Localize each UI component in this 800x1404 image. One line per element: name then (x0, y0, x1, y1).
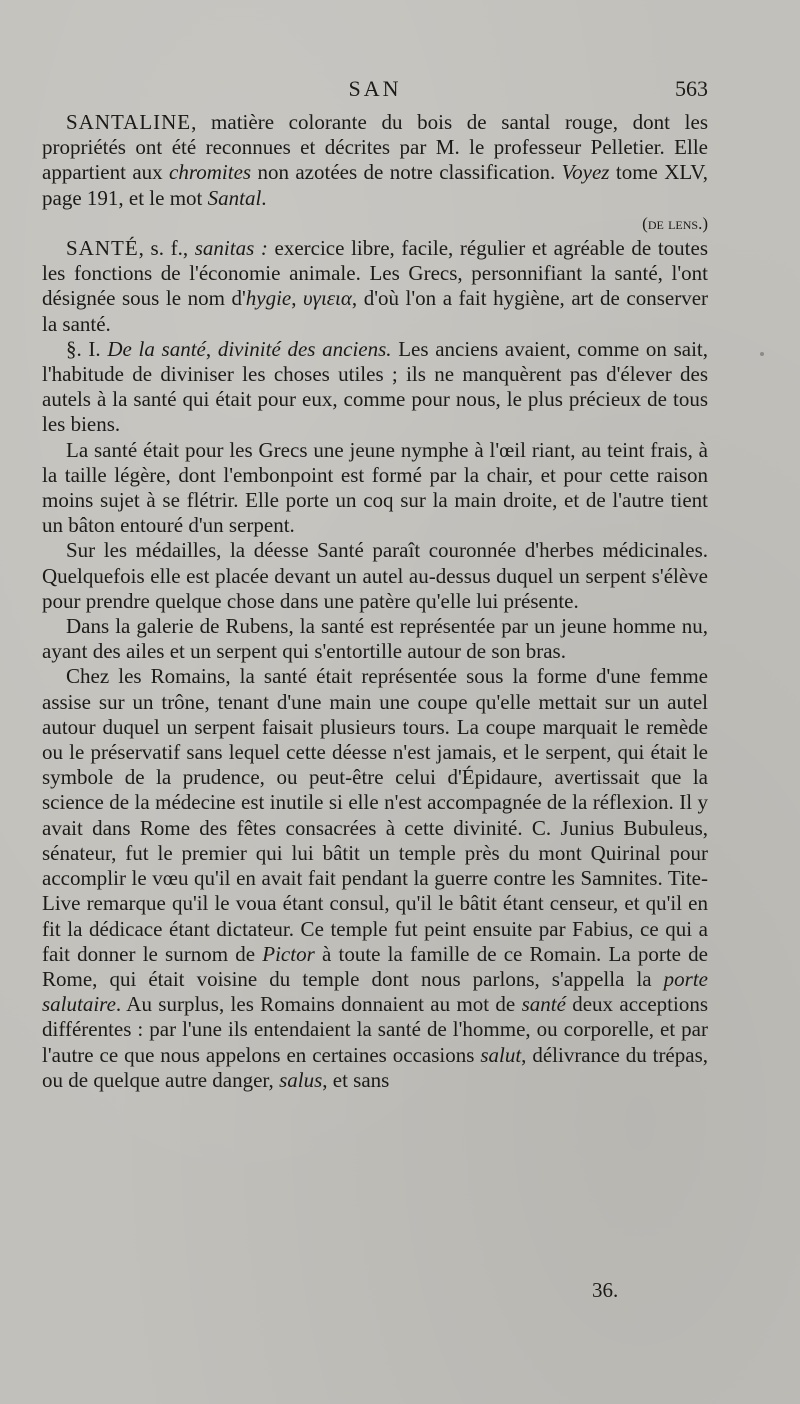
printer-signature-mark: 36. (592, 1278, 619, 1302)
entry-text: , s. f., (138, 236, 195, 261)
entry-italic: hygie (245, 286, 292, 311)
paragraph-romains (42, 664, 708, 1092)
entry-text: . Au surplus, les Romains donnaient au mot de (115, 992, 522, 1017)
entry-text: deux acceptions différentes : par l'une ils entendaient la santé de l'homme, ou corporelle, et par l'autre ce que nous appelons en certaines occasions (42, 992, 708, 1067)
entry-sante (42, 236, 708, 337)
entry-italic: santé (521, 992, 566, 1017)
entry-text: à toute la famille de ce Romain. La porte de Rome, qui était voisine du temple dont nous parlons, s'appella la (42, 941, 708, 991)
entry-italic: sanitas : (194, 236, 268, 261)
entry-text: , délivrance du trépas, ou de quelque autre danger, (42, 1042, 709, 1092)
entry-text: , (291, 286, 304, 311)
entry-italic: salus (279, 1067, 323, 1092)
paragraph-rubens: Dans la galerie de Rubens, la santé est représentée par un jeune homme nu, ayant des ailes et un serpent qui s'entortille autour de son bras. (42, 614, 708, 664)
entry-text: Les anciens avaient, comme on sait, l'habitude de diviniser les choses utiles ; ils ne manquèrent pas d'élever des autels à la santé qui était pour eux, comme pour nous, le plus précieux de tous les biens. (42, 336, 709, 437)
entry-text: exercice libre, facile, régulier et agréable de toutes les fonctions de l'économie animale. Les Grecs, personnifiant la santé, l'ont désignée sous le nom d' (42, 236, 708, 311)
running-title: SAN (348, 76, 402, 101)
entry-santaline (42, 110, 708, 211)
section-number: §. I. (66, 336, 108, 361)
entry-italic: porte salutaire (42, 966, 708, 1017)
author-signature: (de lens.) (642, 213, 708, 233)
entry-text: . (261, 185, 267, 210)
entry-text: tome XLV, page 191, et le mot (42, 160, 709, 210)
entry-italic: Voyez (561, 160, 610, 185)
section-heading-paragraph (42, 337, 708, 438)
running-head (42, 76, 708, 104)
paragraph-medailles: Sur les médailles, la déesse Santé paraît couronnée d'herbes médicinales. Quelquefois elle est placée devant un autel au-dessus duquel un serpent s'élève pour prendre quelque chose dans une patère qu'elle lui présente. (42, 538, 708, 613)
entry-italic: Pictor (262, 941, 315, 966)
entry-italic: Santal (207, 185, 262, 210)
page-number: 563 (675, 76, 708, 101)
entry-italic: salut (480, 1042, 522, 1067)
paragraph-grecs: La santé était pour les Grecs une jeune nymphe à l'œil riant, au teint frais, à la taille légère, dont l'embonpoint est formé par la chair, et pour cette raison moins sujet à se flétrir. Elle porte un coq sur la main droite, et de l'autre tient un bâton entouré d'un serpent. (42, 437, 708, 538)
entry-headword: SANTÉ (66, 236, 139, 261)
entry-text: , et sans (322, 1067, 390, 1092)
entry-text: , (205, 336, 218, 361)
entry-greek: υγιεια (303, 286, 352, 311)
body-text (42, 110, 708, 1093)
entry-headword: SANTALINE (66, 110, 192, 134)
scan-speck (760, 352, 764, 356)
entry-text: , matière colorante du bois de santal rouge, dont les propriétés ont été reconnues et décrites par M. le professeur Pelletier. Elle appartient aux (42, 110, 708, 185)
entry-text: non azotées de notre classification. (251, 160, 562, 185)
entry-text: , d'où l'on a fait hygiène, art de conserver la santé. (42, 286, 709, 336)
section-title: De la santé (107, 336, 206, 361)
entry-italic: chromites (169, 160, 252, 185)
entry-text: Chez les Romains, la santé était représentée sous la forme d'une femme assise sur un trône, tenant d'une main une coupe qu'elle mettait sur un autel autour duquel un serpent faisait plusieurs tours. La coupe marquait le remède ou le préservatif sans lequel cette déesse n'est jamais, et le serpent, qui était le symbole de la prudence, ou peut-être celui d'Épidaure, avertissait que la science de la médecine est inutile si elle n'est accompagnée de la réflexion. Il y avait dans Rome des fêtes consacrées à cette divinité. C. Junius Bubuleus, sénateur, fut le premier qui lui bâtit un temple près du mont Quirinal pour accomplir le vœu qu'il en avait fait pendant la guerre contre les Samnites. Tite-Live remarque qu'il le voua étant consul, qu'il le bâtit étant censeur, et qu'il en fit la dédicace étant dictateur. Ce temple fut peint ensuite par Fabius, ce qui a fait donner le surnom de (42, 664, 708, 966)
section-title: divinité des anciens. (217, 336, 392, 361)
